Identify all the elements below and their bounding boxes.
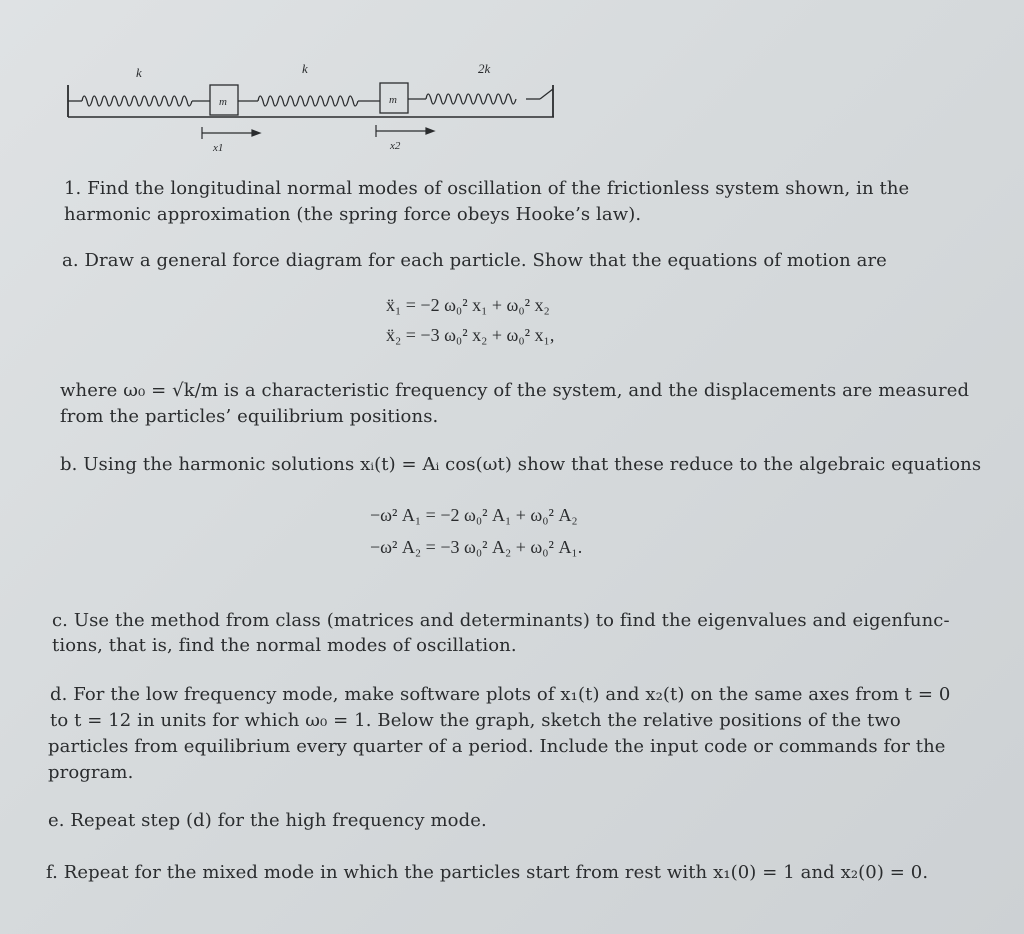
part-c-line-1: c. Use the method from class (matrices and determinants) to find the eigenvalues and eigenfunc- xyxy=(52,610,950,631)
part-f-text: f. Repeat for the mixed mode in which the particles start from rest with x₁(0) = 1 and x₂(0) = 0. xyxy=(46,862,929,883)
x1-label: x1 xyxy=(213,142,224,154)
spring-2 xyxy=(238,96,380,106)
x2-arrow xyxy=(376,125,434,137)
part-a-text: a. Draw a general force diagram for each particle. Show that the equations of motion are xyxy=(62,250,887,271)
problem-intro-line-1 xyxy=(64,176,909,202)
spring-3-label: 2k xyxy=(478,61,491,76)
part-b-equation-2: −ω² A₂ = −3 ω₀² A₂ + ω₀² A₁. xyxy=(370,537,583,557)
part-e-text: e. Repeat step (d) for the high frequency mode. xyxy=(48,810,487,831)
x2-label: x2 xyxy=(390,140,401,152)
problem-intro-line-2: harmonic approximation (the spring force obeys Hooke’s law). xyxy=(64,204,642,225)
spring-1 xyxy=(68,96,210,106)
part-c-line-2: tions, that is, find the normal modes of oscillation. xyxy=(52,635,517,656)
part-d-line-2: to t = 12 in units for which ω₀ = 1. Below the graph, sketch the relative positions of the two xyxy=(50,710,901,731)
part-b-text: b. Using the harmonic solutions xᵢ(t) = Aᵢ cos(ωt) show that these reduce to the algebraic equations xyxy=(60,454,982,475)
spring-mass-diagram xyxy=(62,55,562,165)
problem-number: 1. xyxy=(64,178,82,199)
part-d-line-1: d. For the low frequency mode, make software plots of x₁(t) and x₂(t) on the same axes from t = 0 xyxy=(50,684,951,705)
mass-2-label: m xyxy=(389,94,397,106)
part-a-equation-1: ẍ₁ = −2 ω₀² x₁ + ω₀² x₂ xyxy=(386,295,550,315)
mass-1-label: m xyxy=(219,96,227,108)
problem-intro-text: Find the longitudinal normal modes of oscillation of the frictionless system shown, in the xyxy=(87,178,910,199)
spring-1-label: k xyxy=(136,65,142,80)
part-d-line-3: particles from equilibrium every quarter of a period. Include the input code or commands for the xyxy=(48,736,946,757)
spring-2-label: k xyxy=(302,61,308,76)
spring-3 xyxy=(408,89,553,104)
part-b-equation-1: −ω² A₁ = −2 ω₀² A₁ + ω₀² A₂ xyxy=(370,505,578,525)
part-d-line-4: program. xyxy=(48,762,134,783)
part-a-where-line-1: where ω₀ = √k/m is a characteristic frequency of the system, and the displacements are measured xyxy=(60,380,970,401)
x1-arrow xyxy=(202,127,260,139)
part-a-where-line-2: from the particles’ equilibrium positions. xyxy=(60,406,439,427)
part-a-equation-2: ẍ₂ = −3 ω₀² x₂ + ω₀² x₁, xyxy=(386,325,555,345)
